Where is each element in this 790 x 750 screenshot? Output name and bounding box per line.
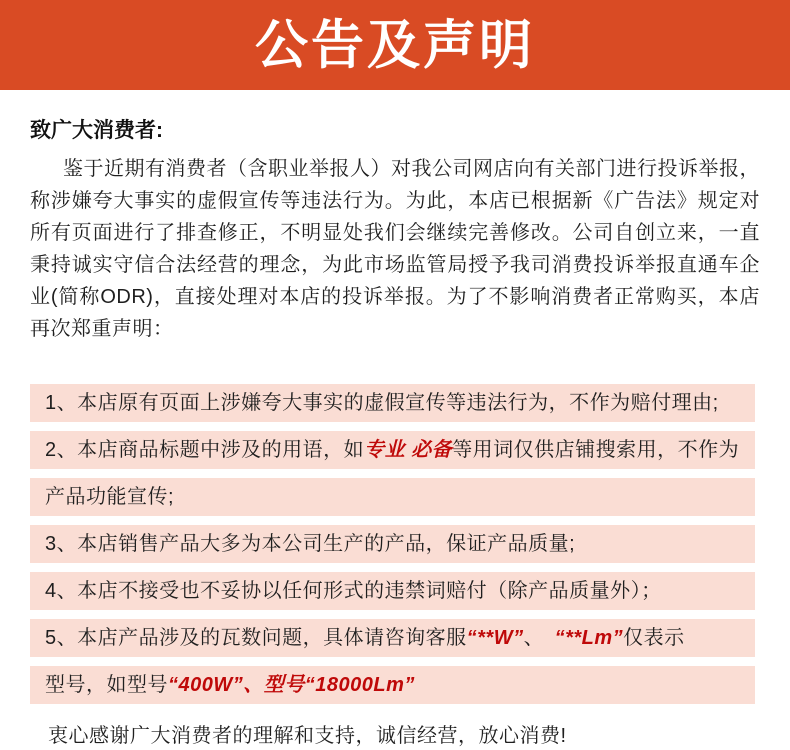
statement-text: 2、本店商品标题中涉及的用语，如	[45, 439, 365, 461]
statement-text: 等用词仅供店铺搜索用，不作为	[452, 439, 740, 461]
statement-text: 仅表示	[623, 627, 685, 649]
statement-item-5	[30, 619, 755, 657]
intro-paragraph: 鉴于近期有消费者（含职业举报人）对我公司网店向有关部门进行投诉举报，称涉嫌夸大事实的虚假宣传等违法行为。为此，本店已根据新《广告法》规定对所有页面进行了排查修正，不明显处我们会继续完善修改。公司自创立来，一直秉持诚实守信合法经营的理念，为此市场监管局授予我司消费投诉举报直通车企业(简称ODR)，直接处理对本店的投诉举报。为了不影响消费者正常购买，本店再次郑重声明：	[30, 158, 760, 340]
statement-text: 型号，如型号	[45, 674, 168, 696]
statement-item-1	[30, 384, 755, 422]
statement-text: 1、本店原有页面上涉嫌夸大事实的虚假宣传等违法行为，不作为赔付理由;	[45, 392, 719, 414]
announcement-header-banner	[0, 0, 790, 90]
statement-list	[30, 384, 755, 704]
statement-item-5-continuation	[30, 666, 755, 704]
statement-item-2	[30, 431, 755, 469]
statement-text: 产品功能宣传;	[45, 486, 175, 508]
statement-text: 3、本店销售产品大多为本公司生产的产品，保证产品质量;	[45, 533, 576, 555]
greeting-line: 致广大消费者:	[30, 119, 163, 142]
statement-text: 4、本店不接受也不妥协以任何形式的违禁词赔付（除产品质量外）；	[45, 580, 662, 602]
emphasis-text: 专业 必备	[364, 439, 453, 461]
closing-line: 衷心感谢广大消费者的理解和支持，诚信经营，放心消费!	[48, 725, 567, 747]
emphasis-text: “**Lm”	[554, 627, 624, 649]
emphasis-text: “400W”、型号“18000Lm”	[168, 674, 415, 696]
statement-item-4	[30, 572, 755, 610]
announcement-body	[0, 118, 790, 748]
page-title: 公告及声明	[255, 15, 535, 75]
statement-text: 、	[523, 627, 555, 649]
statement-item-3	[30, 525, 755, 563]
statement-text: 5、本店产品涉及的瓦数问题，具体请咨询客服	[45, 627, 467, 649]
statement-item-2-continuation	[30, 478, 755, 516]
emphasis-text: “**W”	[466, 627, 524, 649]
